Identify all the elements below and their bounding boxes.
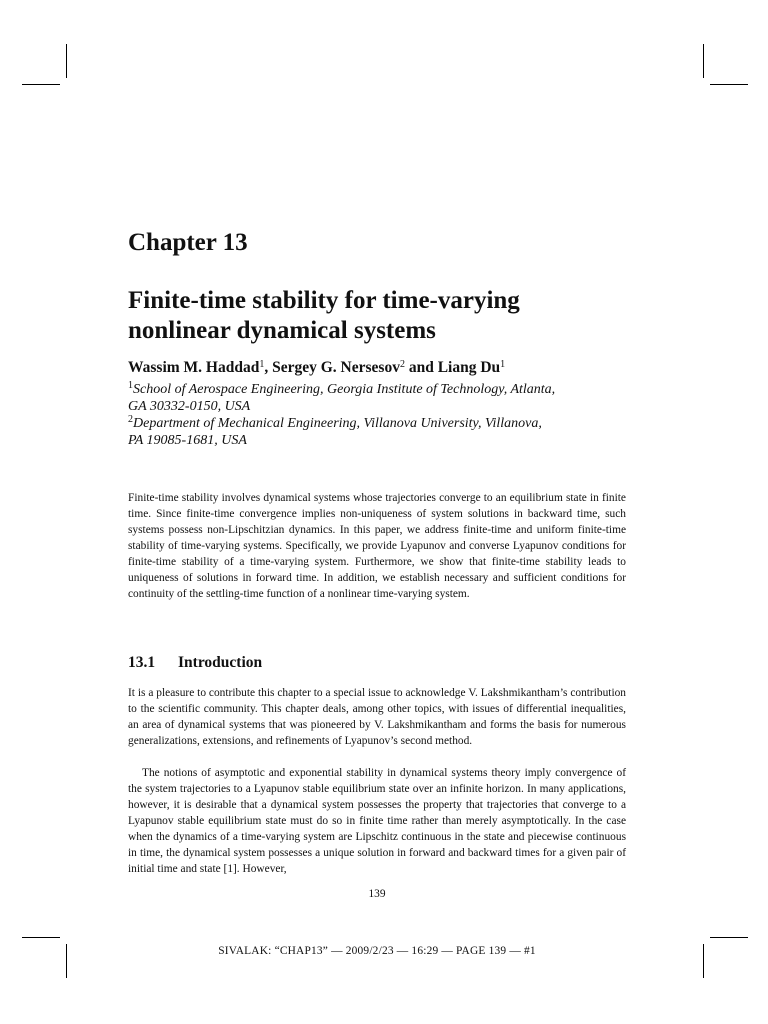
section-number: 13.1 <box>128 654 156 671</box>
affiliation-line: GA 30332-0150, USA <box>128 399 251 414</box>
page-number: 139 <box>368 888 386 900</box>
chapter-title <box>128 286 626 346</box>
affiliation <box>128 415 542 449</box>
chapter-label: Chapter 13 <box>128 229 248 256</box>
chapter-title-line: Finite-time stability for time-varying <box>128 287 520 314</box>
author-list <box>128 357 505 379</box>
crop-mark <box>22 937 60 938</box>
section-heading <box>128 653 262 673</box>
crop-mark <box>710 84 748 85</box>
author-separator: , <box>264 359 273 376</box>
section-title: Introduction <box>178 654 263 671</box>
affiliation-line: School of Aerospace Engineering, Georgia Institute of Technology, Atlanta, <box>133 382 556 397</box>
running-footer: SIVALAK: “CHAP13” — 2009/2/23 — 16:29 — PAGE 139 — #1 <box>218 945 536 957</box>
author-separator: and <box>404 359 438 376</box>
body-paragraph: The notions of asymptotic and exponential stability in dynamical systems theory imply convergence of the system trajectories to a Lyapunov stable equilibrium state over an infinite horizon. In many applications, however, it is desirable that a dynamical system possesses the property that trajectories that converge to a Lyapunov stable equilibrium state must do so in finite time rather than merely asymptotically. In the case when the dynamics of a time-varying system are Lipschitz continuous in the state and piecewise continuous in time, the dynamical system possesses a unique solution in forward and backward times for a given pair of initial time and state [1]. However, <box>128 767 626 875</box>
chapter-title-line: nonlinear dynamical systems <box>128 317 436 344</box>
affiliation <box>128 381 555 415</box>
crop-mark <box>66 944 67 978</box>
author-name: Sergey G. Nersesov <box>272 359 400 376</box>
affiliation-mark: 1 <box>500 359 506 370</box>
body-paragraph: It is a pleasure to contribute this chapter to a special issue to acknowledge V. Lakshmikantham’s contribution to the scientific community. This chapter deals, among other topics, with issues of differential inequalities, an area of dynamical systems that was pioneered by V. Lakshmikantham and forms the basis for numerous generalizations, extensions, and refinements of Lyapunov’s second method. <box>128 687 626 747</box>
crop-mark <box>703 944 704 978</box>
crop-mark <box>66 44 67 78</box>
crop-mark <box>703 44 704 78</box>
affiliation-line: Department of Mechanical Engineering, Villanova University, Villanova, <box>133 416 542 431</box>
crop-mark <box>710 937 748 938</box>
affiliation-mark: 1 <box>128 380 133 391</box>
affiliation-line: PA 19085-1681, USA <box>128 433 247 448</box>
abstract: Finite-time stability involves dynamical systems whose trajectories converge to an equilibrium state in finite time. Since finite-time convergence implies non-uniqueness of system solutions in backward time, such systems possess non-Lipschitzian dynamics. In this paper, we address finite-time and uniform finite-time stability of time-varying systems. Specifically, we provide Lyapunov and converse Lyapunov conditions for finite-time stability of a time-varying system. Furthermore, we show that finite-time stability leads to uniqueness of solutions in forward time. In addition, we establish necessary and sufficient conditions for continuity of the settling-time function of a nonlinear time-varying system. <box>128 492 626 600</box>
author-name: Wassim M. Haddad <box>128 359 260 376</box>
affiliation-mark: 1 <box>259 359 265 370</box>
affiliation-mark: 2 <box>128 414 133 425</box>
affiliation-mark: 2 <box>399 359 405 370</box>
author-name: Liang Du <box>437 359 501 376</box>
crop-mark <box>22 84 60 85</box>
